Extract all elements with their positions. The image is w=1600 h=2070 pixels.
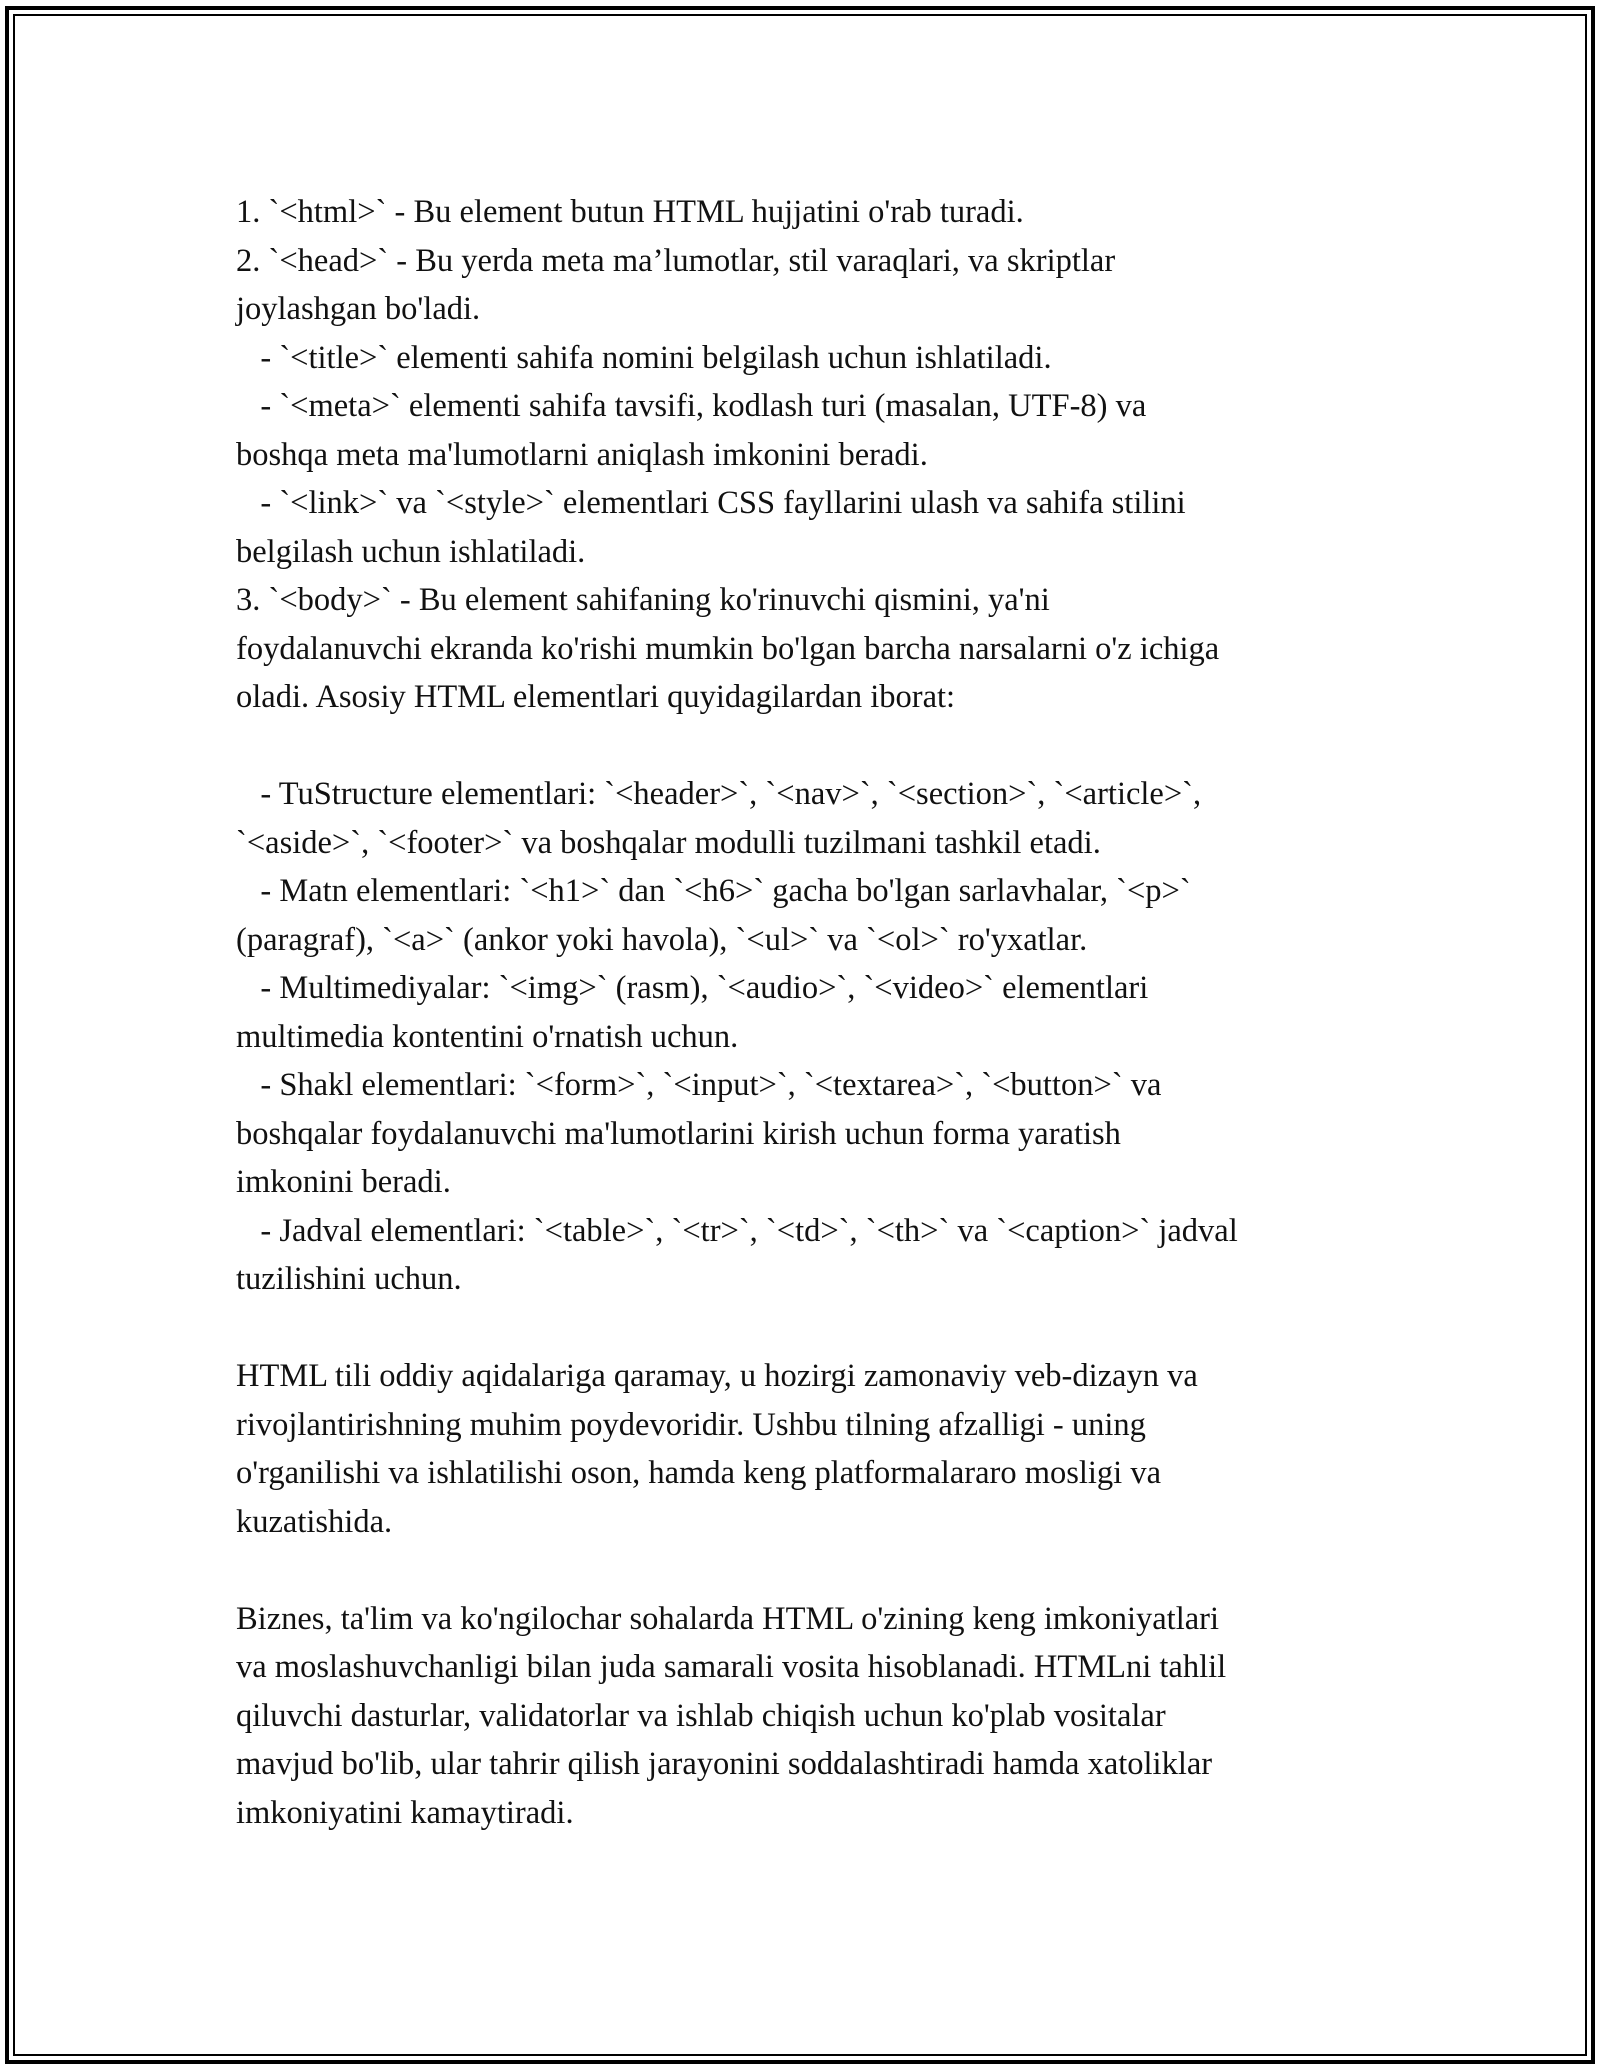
text-line: - `<title>` elementi sahifa nomini belgilash uchun ishlatiladi. — [236, 339, 1052, 376]
text-line: rivojlantirishning muhim poydevoridir. Ushbu tilning afzalligi - uning — [236, 1406, 1146, 1443]
text-line: oladi. Asosiy HTML elementlari quyidagilardan iborat: — [236, 679, 956, 715]
text-line: 1. `<html>` - Bu element butun HTML hujjatini o'rab turadi. — [236, 194, 1024, 230]
text-line: boshqalar foydalanuvchi ma'lumotlarini kirish uchun forma yaratish — [236, 1115, 1121, 1152]
text-line: - Shakl elementlari: `<form>`, `<input>`, `<textarea>`, `<button>` va — [236, 1067, 1162, 1103]
text-line: foydalanuvchi ekranda ko'rishi mumkin bo'lgan barcha narsalarni o'z ichiga — [236, 630, 1220, 667]
text-line: 3. `<body>` - Bu element sahifaning ko'rinuvchi qismini, ya'ni — [236, 582, 1050, 618]
text-line: mavjud bo'lib, ular tahrir qilish jarayonini soddalashtiradi hamda xatoliklar — [236, 1746, 1213, 1782]
text-line: - `<link>` va `<style>` elementlari CSS fayllarini ulash va sahifa stilini — [236, 485, 1186, 521]
text-line: - Multimediyalar: `<img>` (rasm), `<audio>`, `<video>` elementlari — [236, 970, 1149, 1006]
document-body — [236, 188, 1366, 1837]
text-line: imkoniyatini kamaytiradi. — [236, 1794, 574, 1831]
text-line: `<aside>`, `<footer>` va boshqalar modulli tuzilmani tashkil etadi. — [236, 824, 1101, 861]
text-line: tuzilishini uchun. — [236, 1261, 462, 1297]
text-line: o'rganilishi va ishlatilishi oson, hamda keng platformalararo mosligi va — [236, 1455, 1162, 1491]
blank-line — [236, 722, 1366, 771]
text-line: joylashgan bo'ladi. — [236, 291, 481, 327]
blank-line — [236, 1546, 1366, 1595]
text-line: (paragraf), `<a>` (ankor yoki havola), `<ul>` va `<ol>` ro'yxatlar. — [236, 921, 1088, 958]
text-line: 2. `<head>` - Bu yerda meta ma’lumotlar, stil varaqlari, va skriptlar — [236, 242, 1116, 279]
text-line: boshqa meta ma'lumotlarni aniqlash imkonini beradi. — [236, 436, 928, 473]
text-line: imkonini beradi. — [236, 1164, 451, 1200]
text-line: belgilash uchun ishlatiladi. — [236, 533, 586, 570]
text-line: Biznes, ta'lim va ko'ngilochar sohalarda HTML o'zining keng imkoniyatlari — [236, 1600, 1219, 1637]
text-line: - Matn elementlari: `<h1>` dan `<h6>` gacha bo'lgan sarlavhalar, `<p>` — [236, 873, 1191, 909]
text-line: - Jadval elementlari: `<table>`, `<tr>`, `<td>`, `<th>` va `<caption>` jadval — [236, 1212, 1238, 1249]
text-line: va moslashuvchanligi bilan juda samarali vosita hisoblanadi. HTMLni tahlil — [236, 1649, 1227, 1685]
text-line: - `<meta>` elementi sahifa tavsifi, kodlash turi (masalan, UTF-8) va — [236, 388, 1147, 424]
blank-line — [236, 1304, 1366, 1353]
text-line: qiluvchi dasturlar, validatorlar va ishlab chiqish uchun ko'plab vositalar — [236, 1697, 1166, 1734]
text-line: kuzatishida. — [236, 1503, 393, 1540]
text-line: - TuStructure elementlari: `<header>`, `<nav>`, `<section>`, `<article>`, — [236, 776, 1202, 812]
text-line: HTML tili oddiy aqidalariga qaramay, u hozirgi zamonaviy veb-dizayn va — [236, 1358, 1198, 1394]
text-line: multimedia kontentini o'rnatish uchun. — [236, 1018, 739, 1055]
